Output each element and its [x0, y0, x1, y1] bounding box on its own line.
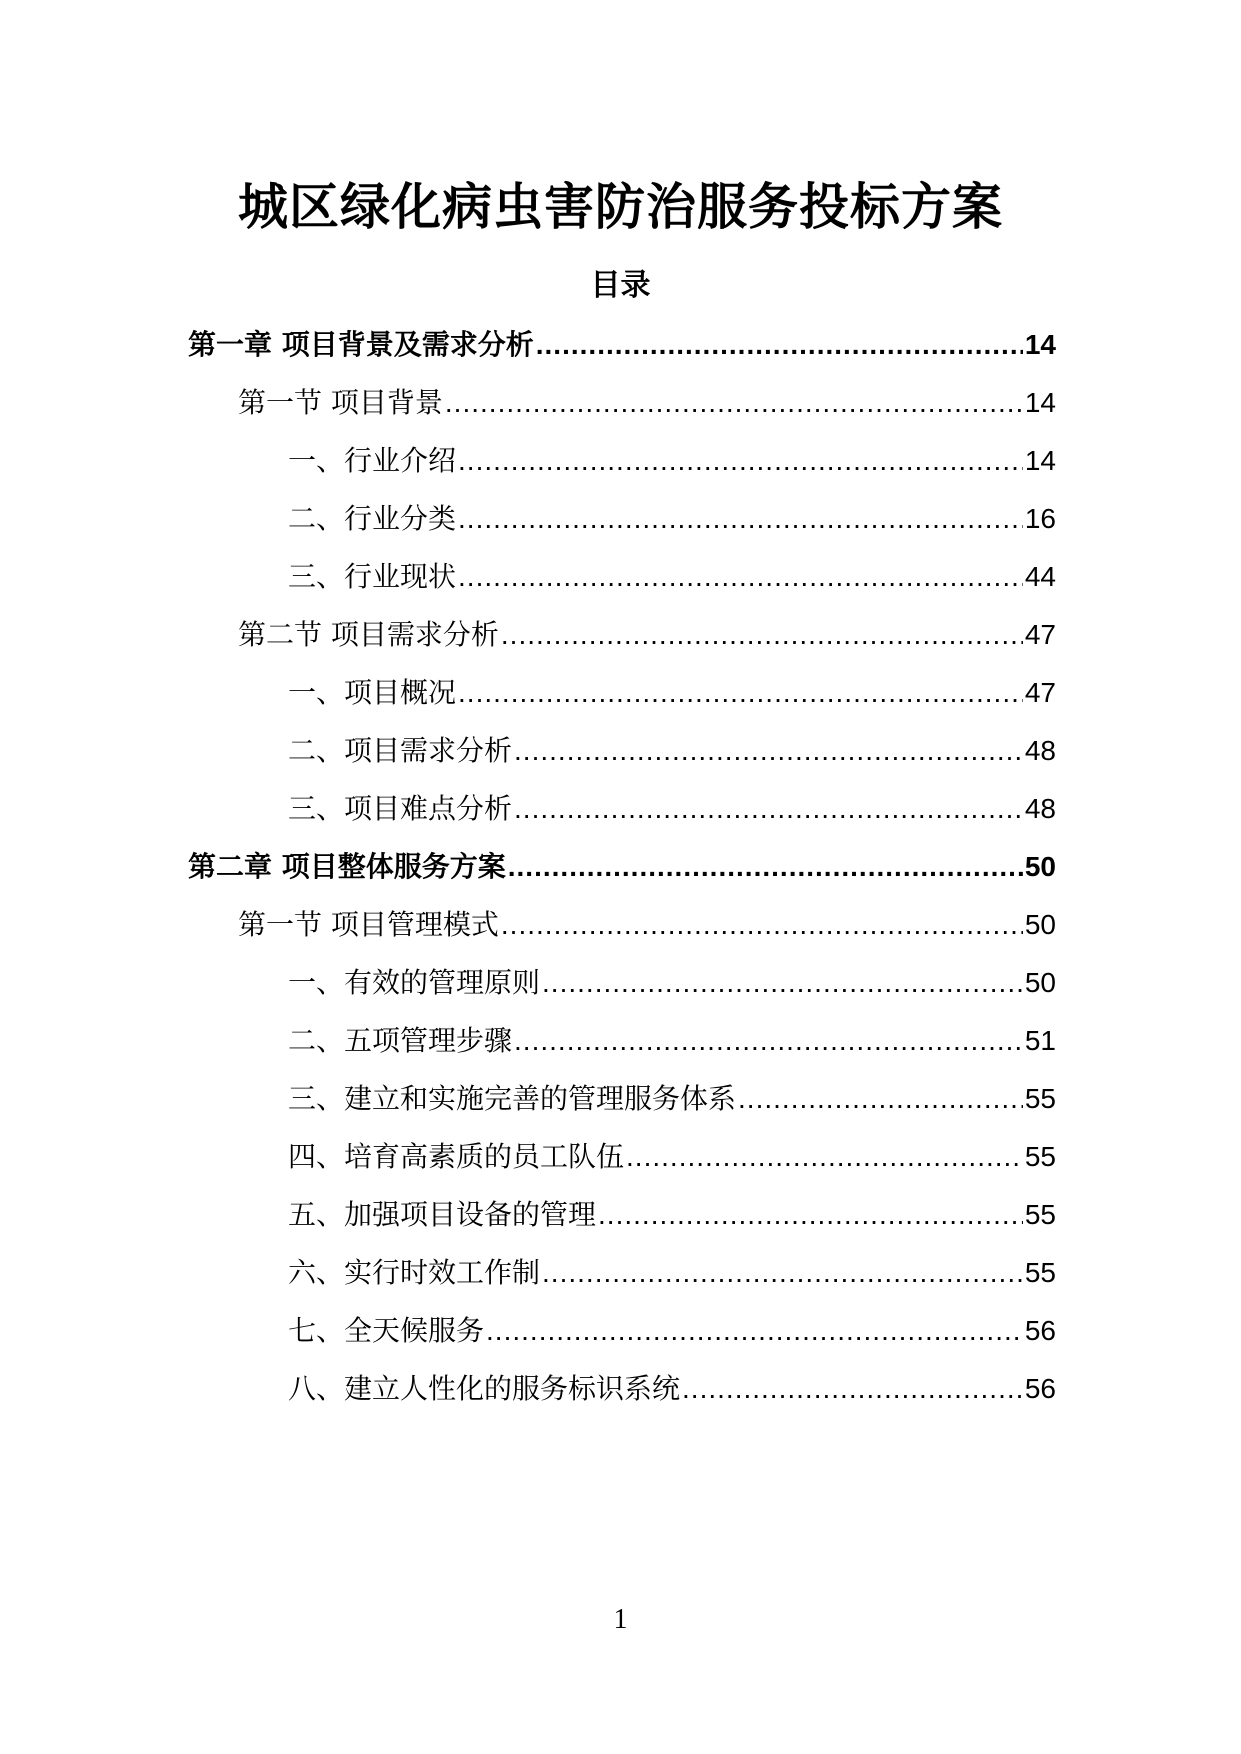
toc-entry[interactable]	[288, 1077, 1056, 1121]
toc-entry[interactable]	[238, 613, 1056, 657]
toc-leader-dots	[458, 497, 1023, 541]
toc-entry-page: 14	[1024, 387, 1056, 418]
toc-entry-label: 一、有效的管理原则	[288, 966, 541, 999]
toc-entry-page: 50	[1024, 909, 1056, 940]
toc-leader-dots	[542, 1251, 1023, 1295]
toc-entry[interactable]	[288, 1309, 1056, 1353]
toc-leader-dots	[542, 961, 1023, 1005]
toc-leader-dots	[536, 323, 1023, 367]
toc-entry-page: 50	[1024, 967, 1056, 998]
toc-entry-page: 55	[1024, 1257, 1056, 1288]
toc-entry-page: 51	[1024, 1025, 1056, 1056]
toc-entry-page: 14	[1024, 445, 1056, 476]
toc-leader-dots	[458, 555, 1023, 599]
toc-entry[interactable]	[288, 439, 1056, 483]
toc-leader-dots	[514, 787, 1023, 831]
toc-entry-page: 14	[1024, 329, 1056, 360]
toc-entry-label: 二、五项管理步骤	[288, 1024, 513, 1057]
toc-entry[interactable]	[288, 671, 1056, 715]
toc-entry-label: 八、建立人性化的服务标识系统	[288, 1372, 681, 1405]
toc-leader-dots	[486, 1309, 1023, 1353]
toc-leader-dots	[445, 381, 1023, 425]
toc-leader-dots	[626, 1135, 1023, 1179]
toc-entry-label: 三、项目难点分析	[288, 792, 513, 825]
toc-entry-page: 50	[1024, 851, 1056, 882]
toc-entry-label: 第一节 项目背景	[238, 386, 443, 419]
toc-entry[interactable]	[238, 381, 1056, 425]
toc-entry[interactable]	[288, 1367, 1056, 1411]
toc-entry[interactable]	[288, 1193, 1056, 1237]
toc-entry-label: 第一章 项目背景及需求分析	[188, 328, 534, 361]
toc-entry-label: 七、全天候服务	[288, 1314, 485, 1347]
toc-entry-label: 一、项目概况	[288, 676, 457, 709]
toc-entry-label: 第一节 项目管理模式	[238, 908, 499, 941]
toc-leader-dots	[514, 1019, 1023, 1063]
toc-leader-dots	[501, 613, 1023, 657]
toc-entry[interactable]	[238, 903, 1056, 947]
toc-entry-page: 55	[1024, 1083, 1056, 1114]
toc-entry[interactable]	[188, 323, 1056, 367]
toc-entry[interactable]	[288, 1019, 1056, 1063]
toc-entry[interactable]	[288, 555, 1056, 599]
toc-entry-label: 六、实行时效工作制	[288, 1256, 541, 1289]
toc-entry[interactable]	[288, 1251, 1056, 1295]
toc-entry-page: 48	[1024, 793, 1056, 824]
toc-entry[interactable]	[288, 787, 1056, 831]
toc-entry-page: 48	[1024, 735, 1056, 766]
toc-leader-dots	[458, 439, 1023, 483]
toc-entry-label: 一、行业介绍	[288, 444, 457, 477]
toc-entry-page: 55	[1024, 1199, 1056, 1230]
toc-entry-label: 三、建立和实施完善的管理服务体系	[288, 1082, 737, 1115]
toc-entry-page: 16	[1024, 503, 1056, 534]
toc-entry-label: 二、行业分类	[288, 502, 457, 535]
toc-entry[interactable]	[188, 845, 1056, 889]
toc-entry-label: 第二章 项目整体服务方案	[188, 850, 506, 883]
page-title: 城区绿化病虫害防治服务投标方案	[238, 178, 1003, 236]
toc-entry[interactable]	[288, 497, 1056, 541]
toc-entry-label: 二、项目需求分析	[288, 734, 513, 767]
toc-entry-page: 56	[1024, 1315, 1056, 1346]
toc-heading: 目录	[590, 268, 651, 303]
toc-leader-dots	[682, 1367, 1023, 1411]
toc-entry[interactable]	[288, 961, 1056, 1005]
toc-entry-page: 47	[1024, 677, 1056, 708]
page-number: 1	[613, 1604, 628, 1635]
toc-leader-dots	[501, 903, 1023, 947]
toc-leader-dots	[458, 671, 1023, 715]
toc-entry-page: 55	[1024, 1141, 1056, 1172]
toc-entry-page: 56	[1024, 1373, 1056, 1404]
toc-leader-dots	[598, 1193, 1023, 1237]
toc-entry[interactable]	[288, 1135, 1056, 1179]
toc-leader-dots	[738, 1077, 1023, 1121]
toc-entry-label: 五、加强项目设备的管理	[288, 1198, 597, 1231]
toc-entry-label: 四、培育高素质的员工队伍	[288, 1140, 625, 1173]
toc-leader-dots	[514, 729, 1023, 773]
toc-leader-dots	[508, 845, 1023, 889]
toc-entry-page: 44	[1024, 561, 1056, 592]
toc-entry-label: 三、行业现状	[288, 560, 457, 593]
toc-entry-page: 47	[1024, 619, 1056, 650]
toc-entry-label: 第二节 项目需求分析	[238, 618, 499, 651]
toc-entry[interactable]	[288, 729, 1056, 773]
